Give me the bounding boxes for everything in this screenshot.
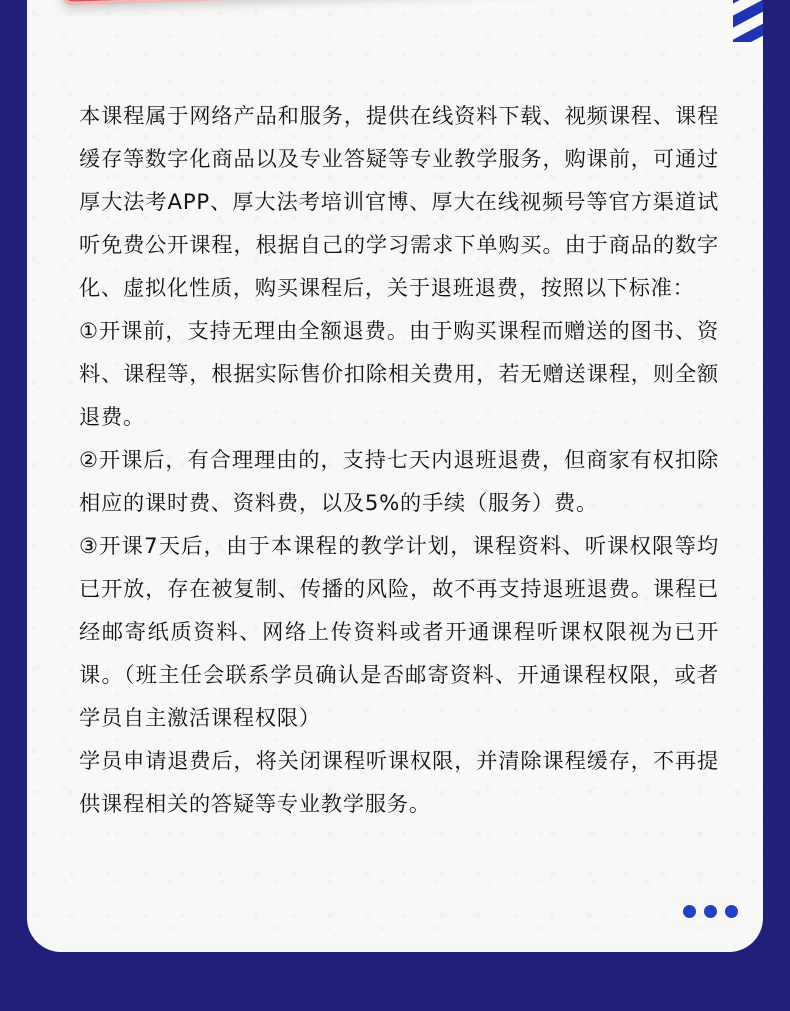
paragraph-intro: 本课程属于网络产品和服务，提供在线资料下载、视频课程、课程缓存等数字化商品以及专业答疑等专业教学服务，购课前，可通过厚大法考APP、厚大法考培训官博、厚大在线视频号等官方渠道试听免费公开课程，根据自己的学习需求下单购买。由于商品的数字化、虚拟化性质，购买课程后，关于退班退费，按照以下标准： [79,103,719,300]
paragraph-before-start: ①开课前，支持无理由全额退费。由于购买课程而赠送的图书、资料、课程等，根据实际售价扣除相关费用，若无赠送课程，则全额退费。 [79,318,719,429]
paragraph-after-refund: 学员申请退费后，将关闭课程听课权限，并清除课程缓存，不再提供课程相关的答疑等专业教学服务。 [79,748,719,816]
dot-icon [725,905,738,918]
dot-icon [683,905,696,918]
decorative-stripes [713,0,763,42]
paragraph-after-7-days: ③开课7天后，由于本课程的教学计划，课程资料、听课权限等均已开放，存在被复制、传播的风险，故不再支持退班退费。课程已经邮寄纸质资料、网络上传资料或者开通课程听课权限视为已开课。（班主任会联系学员确认是否邮寄资料、开通课程权限，或者学员自主激活课程权限） [79,533,719,730]
refund-policy-text [79,94,719,825]
title-banner [57,0,552,2]
paragraph-after-start: ②开课后，有合理理由的，支持七天内退班退费，但商家有权扣除相应的课时费、资料费，以及5%的手续（服务）费。 [79,447,719,515]
dot-icon [704,905,717,918]
three-dots-icon [683,905,738,918]
